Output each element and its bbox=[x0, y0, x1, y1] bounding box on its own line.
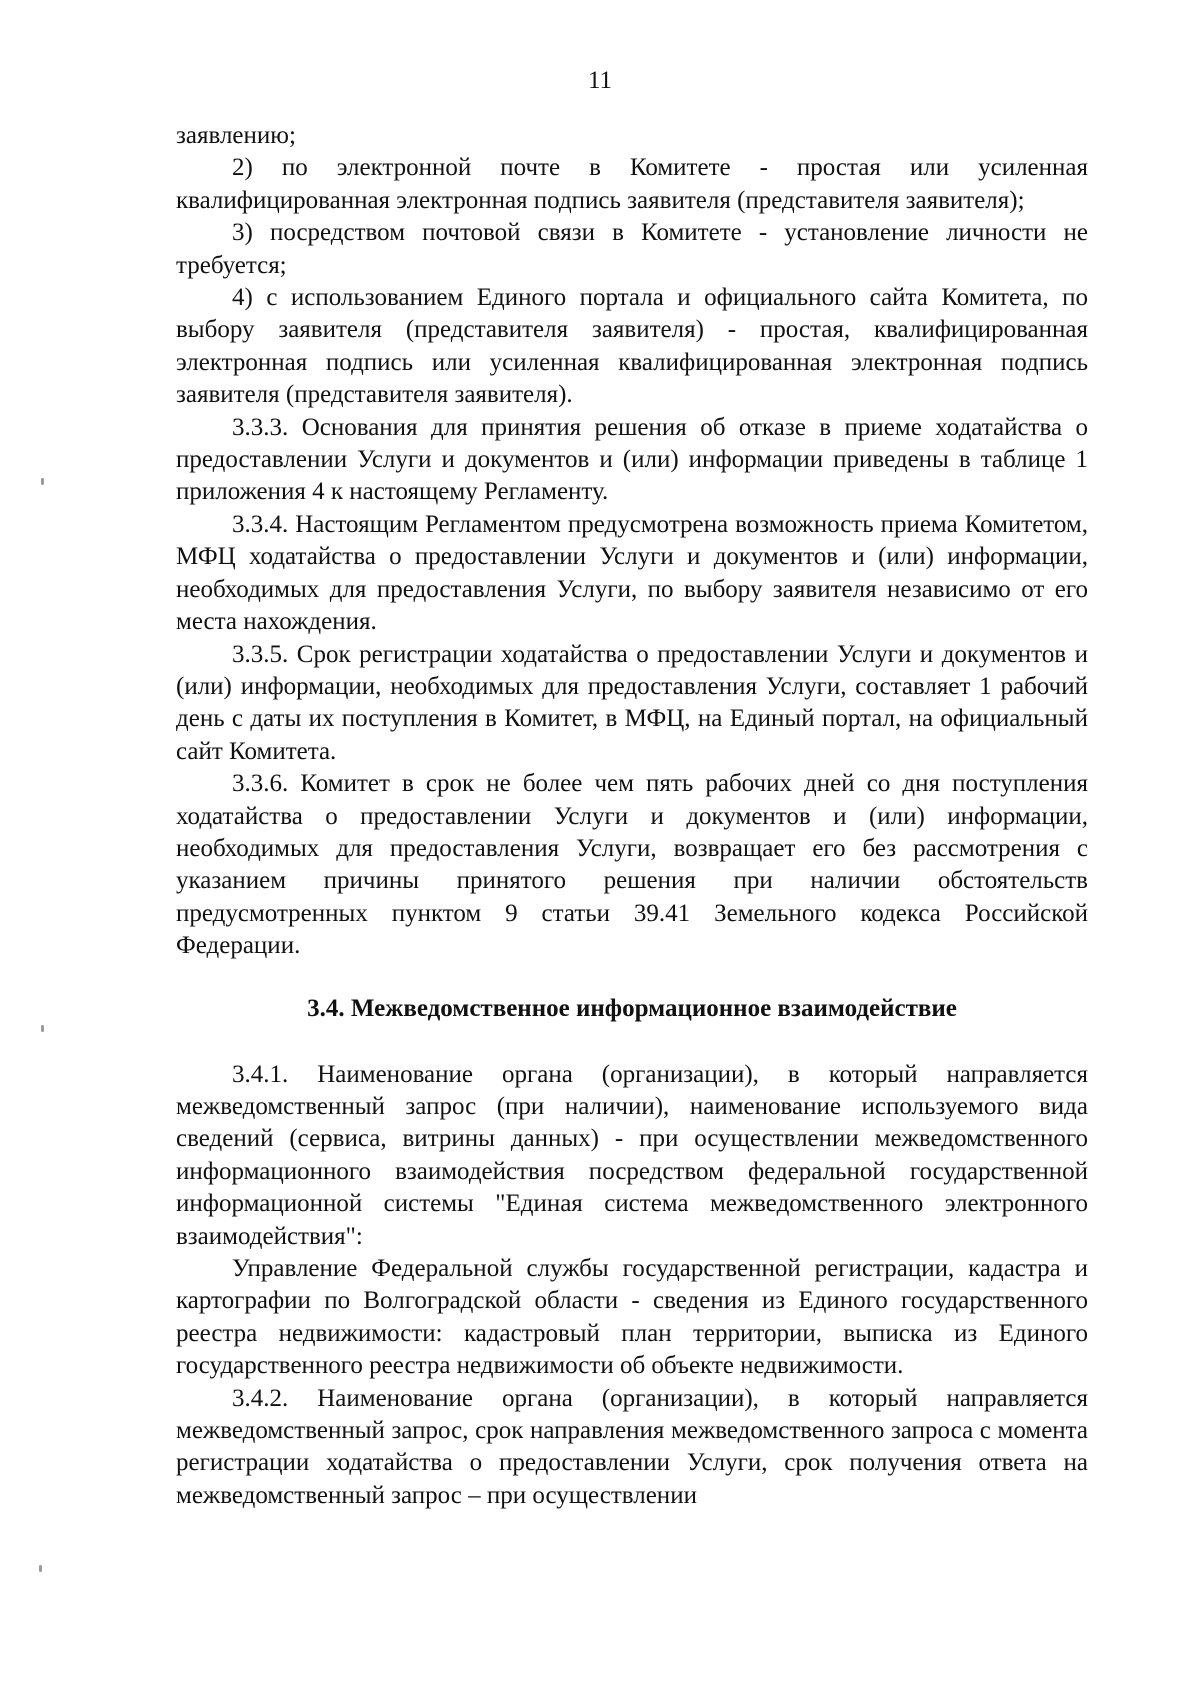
spacer bbox=[176, 1025, 1088, 1059]
list-item-portal: 4) с использованием Единого портала и официального сайта Комитета, по выбору заявителя (представителя заявителя) - простая, квалифицированная электронная подпись или усиленная квалифицированная электронная подпись заявителя (представителя заявителя). bbox=[176, 284, 1088, 409]
section-heading: 3.4. Межведомственное информационное взаимодействие bbox=[307, 994, 957, 1022]
spacer bbox=[176, 963, 1088, 993]
list-item-post: 3) посредством почтовой связи в Комитете - установление личности не требуется; bbox=[176, 219, 1088, 279]
clause-3-3-3: 3.3.3. Основания для принятия решения об отказе в приеме ходатайства о предоставлении Услуги и документов и (или) информации приведены в таблице 1 приложения 4 к настоящему Регламенту. bbox=[176, 413, 1088, 506]
scan-speck bbox=[41, 1025, 44, 1032]
scan-speck bbox=[41, 478, 44, 485]
list-item-email: 2) по электронной почте в Комитете - простая или усиленная квалифицированная электронная подпись заявителя (представителя заявителя); bbox=[176, 154, 1088, 214]
paragraph-continuation: заявлению; bbox=[176, 122, 296, 149]
clause-3-3-6: 3.3.6. Комитет в срок не более чем пять рабочих дней со дня поступления ходатайства о предоставлении Услуги и документов и (или) информации, необходимых для предоставления Услуги, возвращает его без рассмотрения с указанием причины принятого решения при наличии обстоятельств предусмотренных пунктом 9 статьи 39.41 Земельного кодекса Российской Федерации. bbox=[176, 770, 1088, 960]
page-number: 11 bbox=[587, 67, 613, 94]
clause-3-3-5: 3.3.5. Срок регистрации ходатайства о предоставлении Услуги и документов и (или) информации, необходимых для предоставления Услуги, составляет 1 рабочий день с даты их поступления в Комитет, в МФЦ, на Единый портал, на официальный сайт Комитета. bbox=[176, 640, 1088, 765]
clause-3-4-1-authority: Управление Федеральной службы государственной регистрации, кадастра и картографии по Волгоградской области - сведения из Единого государственного реестра недвижимости: кадастровый план территории, выписка из Единого государственного реестра недвижимости об объекте недвижимости. bbox=[176, 1255, 1088, 1380]
clause-3-4-1: 3.4.1. Наименование органа (организации), в который направляется межведомственный запрос (при наличии), наименование используемого вида сведений (сервиса, витрины данных) - при осуществлении межведомственного информационного взаимодействия посредством федеральной государственной информационной системы "Единая система межведомственного электронного взаимодействия": bbox=[176, 1060, 1088, 1250]
clause-3-3-4: 3.3.4. Настоящим Регламентом предусмотрена возможность приема Комитетом, МФЦ ходатайства о предоставлении Услуги и документов и (или) информации, необходимых для предоставления Услуги, по выбору заявителя независимо от его места нахождения. bbox=[176, 510, 1088, 636]
clause-3-4-2: 3.4.2. Наименование органа (организации), в который направляется межведомственный запрос, срок направления межведомственного запроса с момента регистрации ходатайства о предоставлении Услуги, срок получения ответа на межведомственный запрос – при осуществлении bbox=[176, 1384, 1088, 1509]
document-body bbox=[176, 120, 1088, 1512]
scan-speck bbox=[39, 1565, 42, 1572]
